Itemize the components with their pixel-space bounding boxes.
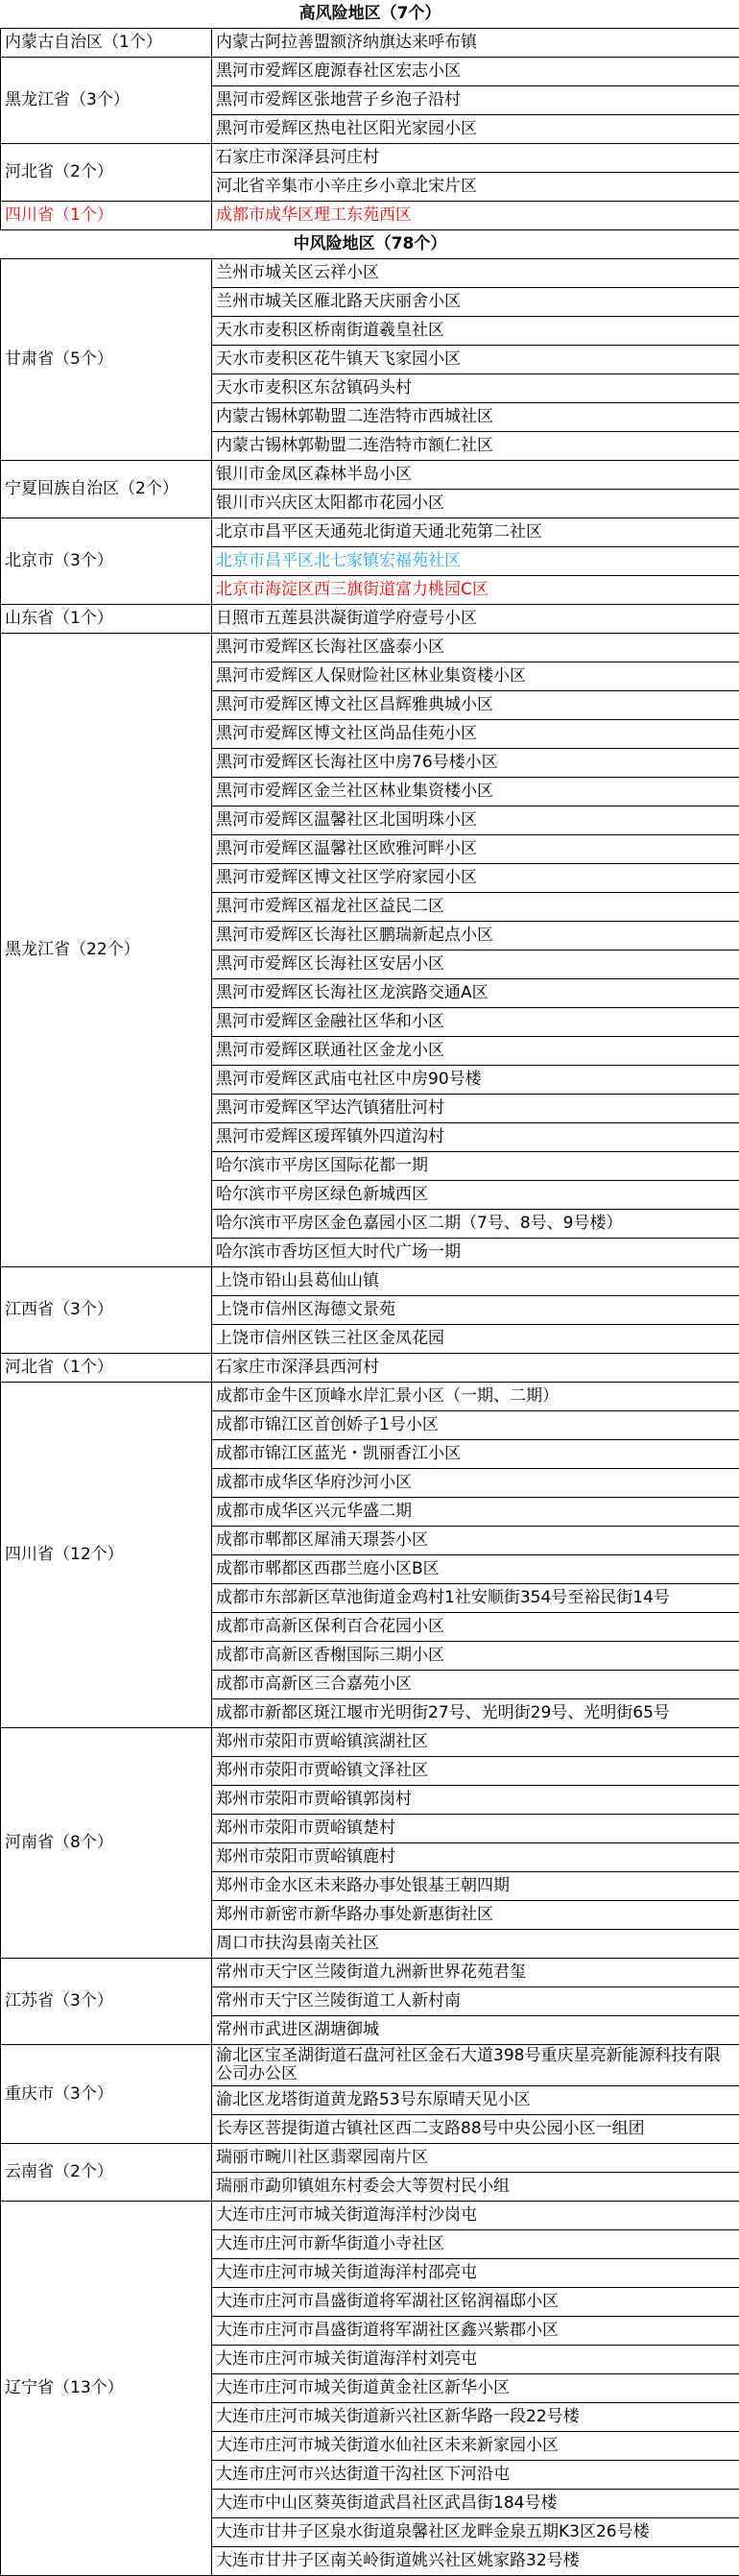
area-cell: 大连市庄河市城关街道海洋村沙岗屯: [212, 2202, 739, 2230]
area-cell: 上饶市铅山县葛仙山镇: [212, 1267, 739, 1296]
table-row: [1, 1728, 739, 1757]
area-cell: 郑州市荥阳市贾峪镇文泽社区: [212, 1757, 739, 1786]
section-header-row: [1, 230, 739, 259]
province-cell: 江西省（3个）: [1, 1267, 212, 1354]
province-cell: 河北省（2个）: [1, 144, 212, 202]
area-cell: 大连市庄河市城关街道海洋村邵亮屯: [212, 2259, 739, 2288]
area-cell: 大连市庄河市兴达街道干沟社区下河沿屯: [212, 2461, 739, 2490]
area-cell: 黑河市爱辉区热电社区阳光家园小区: [212, 115, 739, 144]
table-row: [1, 2045, 739, 2086]
table-row: [1, 144, 739, 173]
province-cell: 江苏省（3个）: [1, 1959, 212, 2045]
area-cell: 成都市高新区香榭国际三期小区: [212, 1642, 739, 1671]
area-cell: 成都市郫都区犀浦天璟荟小区: [212, 1527, 739, 1555]
province-cell: 四川省（12个）: [1, 1383, 212, 1728]
area-cell: 北京市海淀区西三旗街道富力桃园C区: [212, 576, 739, 605]
area-cell: 黑河市爱辉区长海社区中房76号楼小区: [212, 749, 739, 778]
area-cell: 黑河市爱辉区金融社区华和小区: [212, 1008, 739, 1037]
area-cell: 黑河市爱辉区瑷珲镇外四道沟村: [212, 1123, 739, 1152]
area-cell: 内蒙古锡林郭勒盟二连浩特市额仁社区: [212, 432, 739, 461]
area-cell: 郑州市荥阳市贾峪镇鹿村: [212, 1843, 739, 1872]
province-cell: 黑龙江省（3个）: [1, 58, 212, 144]
area-cell: 银川市兴庆区太阳都市花园小区: [212, 490, 739, 518]
area-cell: 周口市扶沟县南关社区: [212, 1930, 739, 1959]
area-cell: 哈尔滨市平房区绿色新城西区: [212, 1181, 739, 1210]
area-cell: 郑州市金水区未来路办事处银基王朝四期: [212, 1872, 739, 1901]
area-cell: 黑河市爱辉区人保财险社区林业集资楼小区: [212, 662, 739, 691]
area-cell: 黑河市爱辉区罕达汽镇猪肚河村: [212, 1095, 739, 1123]
area-cell: 黑河市爱辉区长海社区安居小区: [212, 951, 739, 979]
area-cell: 天水市麦积区东岔镇码头村: [212, 374, 739, 403]
table-row: [1, 605, 739, 634]
province-cell: 河南省（8个）: [1, 1728, 212, 1959]
province-cell: 宁夏回族自治区（2个）: [1, 461, 212, 518]
area-cell: 河北省辛集市小辛庄乡小章北宋片区: [212, 173, 739, 202]
area-cell: 大连市庄河市城关街道海洋村刘亮屯: [212, 2346, 739, 2374]
province-cell: 重庆市（3个）: [1, 2045, 212, 2144]
section-title: 中风险地区（78个）: [1, 230, 739, 259]
area-cell: 日照市五莲县洪凝街道学府壹号小区: [212, 605, 739, 634]
area-cell: 上饶市信州区海德文景苑: [212, 1296, 739, 1325]
area-cell: 成都市锦江区蓝光・凯丽香江小区: [212, 1440, 739, 1469]
area-cell: 成都市金牛区顶峰水岸汇景小区（一期、二期）: [212, 1383, 739, 1411]
area-cell: 渝北区宝圣湖街道石盘河社区金石大道398号重庆星亮新能源科技有限公司办公区: [212, 2045, 739, 2086]
area-cell: 上饶市信州区铁三社区金凤花园: [212, 1325, 739, 1354]
area-cell: 瑞丽市勐卯镇姐东村委会大等贺村民小组: [212, 2173, 739, 2202]
table-row: [1, 202, 739, 230]
table-row: [1, 634, 739, 662]
area-cell: 成都市高新区三合嘉苑小区: [212, 1671, 739, 1699]
area-cell: 天水市麦积区桥南街道羲皇社区: [212, 317, 739, 346]
area-cell: 渝北区龙塔街道黄龙路53号东原晴天见小区: [212, 2086, 739, 2115]
area-cell: 成都市高新区保利百合花园小区: [212, 1613, 739, 1642]
area-cell: 成都市郫都区西郡兰庭小区B区: [212, 1555, 739, 1584]
area-cell: 天水市麦积区花牛镇天飞家园小区: [212, 346, 739, 374]
area-cell: 黑河市爱辉区博文社区学府家园小区: [212, 864, 739, 893]
table-row: [1, 2202, 739, 2230]
area-cell: 郑州市荥阳市贾峪镇楚村: [212, 1815, 739, 1843]
area-cell: 成都市成华区理工东苑西区: [212, 202, 739, 230]
section-header-row: [1, 0, 739, 29]
area-cell: 大连市甘井子区南关岭街道姚兴社区姚家路32号楼: [212, 2547, 739, 2576]
area-cell: 黑河市爱辉区温馨社区欧雅河畔小区: [212, 835, 739, 864]
table-row: [1, 461, 739, 490]
area-cell: 常州市天宁区兰陵街道九洲新世界花苑君玺: [212, 1959, 739, 1987]
area-cell: 黑河市爱辉区长海社区龙滨路交通A区: [212, 979, 739, 1008]
area-cell: 大连市庄河市新华街道小寺社区: [212, 2230, 739, 2259]
area-cell: 黑河市爱辉区鹿源春社区宏志小区: [212, 58, 739, 86]
area-cell: 兰州市城关区云祥小区: [212, 259, 739, 288]
area-cell: 成都市成华区华府沙河小区: [212, 1469, 739, 1498]
province-cell: 河北省（1个）: [1, 1354, 212, 1383]
area-cell: 哈尔滨市平房区金色嘉园小区二期（7号、8号、9号楼）: [212, 1210, 739, 1239]
area-cell: 大连市中山区葵英街道武昌社区武昌街184号楼: [212, 2490, 739, 2518]
province-cell: 内蒙古自治区（1个）: [1, 29, 212, 58]
area-cell: 内蒙古锡林郭勒盟二连浩特市西城社区: [212, 403, 739, 432]
table-row: [1, 58, 739, 86]
area-cell: 黑河市爱辉区博文社区尚品佳苑小区: [212, 720, 739, 749]
table-row: [1, 259, 739, 288]
area-cell: 哈尔滨市香坊区恒大时代广场一期: [212, 1239, 739, 1267]
area-cell: 北京市昌平区北七家镇宏福苑社区: [212, 547, 739, 576]
province-cell: 辽宁省（13个）: [1, 2202, 212, 2576]
area-cell: 常州市武进区湖塘御城: [212, 2016, 739, 2045]
section-title: 高风险地区（7个）: [1, 0, 739, 29]
area-cell: 大连市甘井子区泉水街道泉馨社区龙畔金泉五期K3区26号楼: [212, 2518, 739, 2547]
table-row: [1, 1354, 739, 1383]
area-cell: 长寿区菩提街道古镇社区西二支路88号中央公园小区一组团: [212, 2115, 739, 2144]
area-cell: 黑河市爱辉区张地营子乡泡子沿村: [212, 86, 739, 115]
table-row: [1, 2144, 739, 2173]
province-cell: 甘肃省（5个）: [1, 259, 212, 461]
area-cell: 成都市新都区斑江堰市光明街27号、光明街29号、光明街65号: [212, 1699, 739, 1728]
area-cell: 黑河市爱辉区武庙屯社区中房90号楼: [212, 1066, 739, 1095]
area-cell: 黑河市爱辉区长海社区盛泰小区: [212, 634, 739, 662]
area-cell: 郑州市荥阳市贾峪镇郭岗村: [212, 1786, 739, 1815]
area-cell: 黑河市爱辉区联通社区金龙小区: [212, 1037, 739, 1066]
area-cell: 大连市庄河市昌盛街道将军湖社区鑫兴紫郡小区: [212, 2317, 739, 2346]
table-row: [1, 29, 739, 58]
area-cell: 内蒙古阿拉善盟额济纳旗达来呼布镇: [212, 29, 739, 58]
table-row: [1, 1383, 739, 1411]
table-row: [1, 1959, 739, 1987]
area-cell: 成都市成华区兴元华盛二期: [212, 1498, 739, 1527]
area-cell: 石家庄市深泽县河庄村: [212, 144, 739, 173]
area-cell: 郑州市新密市新华路办事处新惠街社区: [212, 1901, 739, 1930]
province-cell: 四川省（1个）: [1, 202, 212, 230]
province-cell: 黑龙江省（22个）: [1, 634, 212, 1267]
area-cell: 常州市天宁区兰陵街道工人新村南: [212, 1987, 739, 2016]
area-cell: 大连市庄河市城关街道黄金社区新华小区: [212, 2374, 739, 2403]
province-cell: 云南省（2个）: [1, 2144, 212, 2202]
area-cell: 北京市昌平区天通苑北街道天通北苑第二社区: [212, 518, 739, 547]
area-cell: 石家庄市深泽县西河村: [212, 1354, 739, 1383]
area-cell: 黑河市爱辉区温馨社区北国明珠小区: [212, 807, 739, 835]
province-cell: 北京市（3个）: [1, 518, 212, 605]
area-cell: 兰州市城关区雁北路天庆丽舍小区: [212, 288, 739, 317]
area-cell: 哈尔滨市平房区国际花都一期: [212, 1152, 739, 1181]
area-cell: 银川市金凤区森林半岛小区: [212, 461, 739, 490]
area-cell: 瑞丽市畹川社区翡翠园南片区: [212, 2144, 739, 2173]
area-cell: 成都市东部新区草池街道金鸡村1社安顺街354号至裕民街14号: [212, 1584, 739, 1613]
area-cell: 黑河市爱辉区博文社区昌辉雅典城小区: [212, 691, 739, 720]
area-cell: 黑河市爱辉区福龙社区益民二区: [212, 893, 739, 922]
area-cell: 郑州市荥阳市贾峪镇滨湖社区: [212, 1728, 739, 1757]
area-cell: 大连市庄河市城关街道水仙社区未来新家园小区: [212, 2432, 739, 2461]
table-row: [1, 1267, 739, 1296]
area-cell: 成都市锦江区首创娇子1号小区: [212, 1411, 739, 1440]
area-cell: 大连市庄河市城关街道新兴社区新华路一段22号楼: [212, 2403, 739, 2432]
area-cell: 黑河市爱辉区长海社区鹏瑞新起点小区: [212, 922, 739, 951]
area-cell: 黑河市爱辉区金兰社区林业集资楼小区: [212, 778, 739, 807]
province-cell: 山东省（1个）: [1, 605, 212, 634]
area-cell: 大连市庄河市昌盛街道将军湖社区铭润福邸小区: [212, 2288, 739, 2317]
table-row: [1, 518, 739, 547]
